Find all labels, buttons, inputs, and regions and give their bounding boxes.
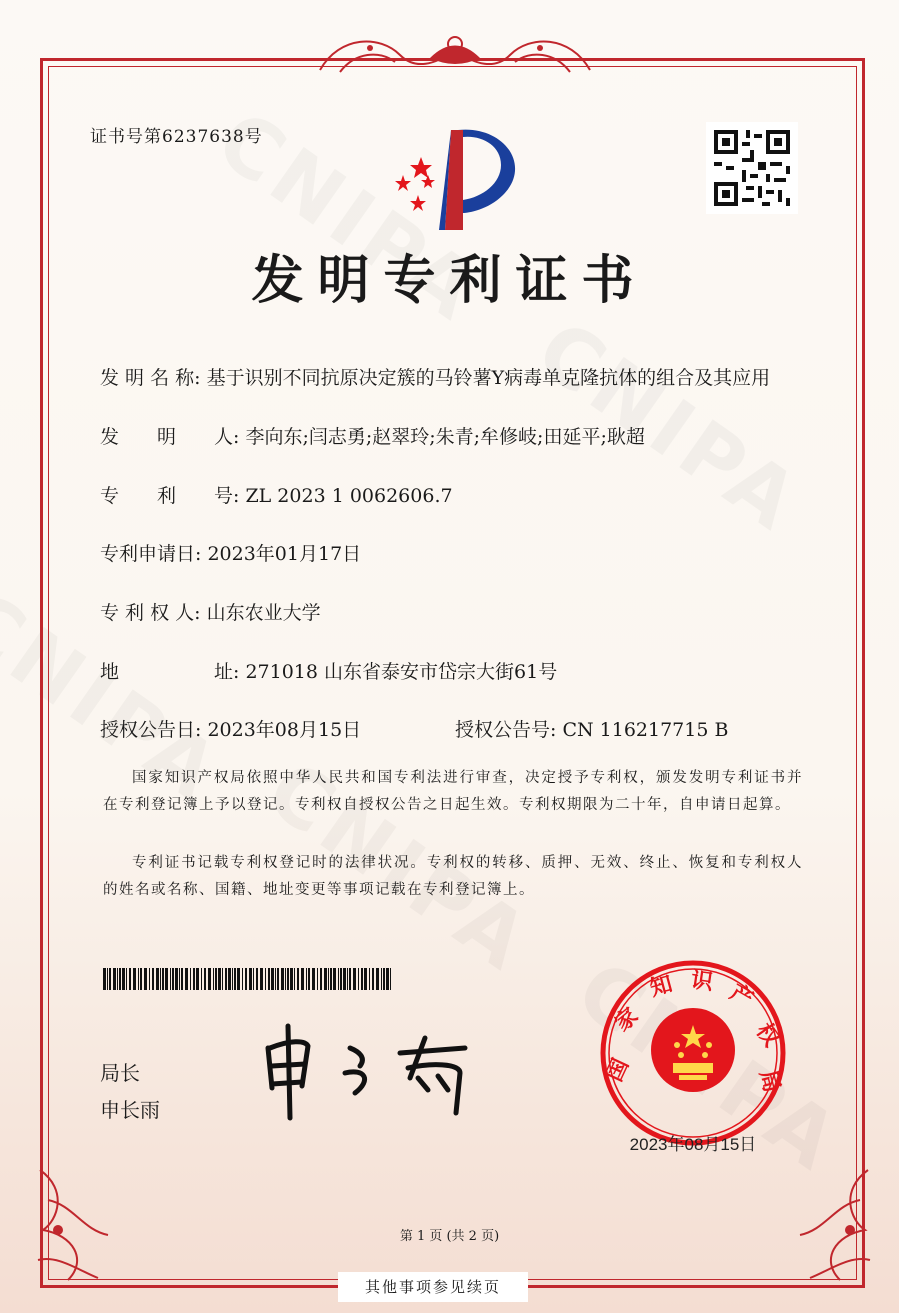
barcode-bar	[149, 968, 150, 990]
barcode-bar	[156, 968, 159, 990]
barcode-bar	[386, 968, 389, 990]
barcode-bar	[175, 968, 178, 990]
barcode-bar	[133, 968, 136, 990]
barcode-bar	[281, 968, 284, 990]
field-label: 发 明 人:	[100, 426, 240, 448]
barcode-bar	[193, 968, 195, 990]
field-value: ZL 2023 1 0062606.7	[245, 485, 453, 507]
barcode-bar	[122, 968, 125, 990]
field-invention-name	[100, 363, 770, 390]
barcode-bar	[364, 968, 367, 990]
seal-char: 家	[610, 1003, 644, 1037]
barcode-bar	[196, 968, 199, 990]
barcode-bar	[381, 968, 382, 990]
barcode-bar	[201, 968, 202, 990]
barcode-bar	[162, 968, 164, 990]
field-value: 基于识别不同抗原决定簇的马铃薯Y病毒单克隆抗体的组合及其应用	[206, 367, 771, 389]
field-value: 2023年01月17日	[207, 543, 362, 565]
barcode-bar	[330, 968, 332, 990]
barcode-bar	[353, 968, 356, 990]
field-value: 山东农业大学	[206, 602, 321, 624]
barcode-bar	[317, 968, 318, 990]
statement-paragraph: 专利证书记载专利权登记时的法律状况。专利权的转移、质押、无效、终止、恢复和专利权人的姓名或名称、国籍、地址变更等事项记载在专利登记簿上。	[103, 855, 803, 898]
statement-paragraph: 国家知识产权局依照中华人民共和国专利法进行审查，决定授予专利权，颁发发明专利证书并在专利登记簿上予以登记。专利权自授权公告之日起生效。专利权期限为二十年，自申请日起算。	[103, 770, 803, 813]
barcode-bar	[343, 968, 346, 990]
barcode-bar	[165, 968, 168, 990]
barcode-bar	[253, 968, 254, 990]
barcode-bar	[265, 968, 266, 990]
barcode-bar	[297, 968, 299, 990]
barcode	[103, 968, 395, 990]
top-ornament	[310, 30, 600, 85]
barcode-bar	[383, 968, 385, 990]
barcode-bar	[234, 968, 236, 990]
barcode-bar	[218, 968, 221, 990]
signature	[260, 1018, 480, 1128]
certificate-number: 证书号第6237638号	[90, 127, 263, 147]
barcode-bar	[277, 968, 279, 990]
barcode-bar	[190, 968, 191, 990]
seal-date: 2023年08月15日	[629, 1135, 757, 1154]
barcode-bar	[361, 968, 363, 990]
seal-char: 知	[647, 971, 676, 1002]
barcode-bar	[160, 968, 161, 990]
barcode-bar	[215, 968, 217, 990]
barcode-bar	[107, 968, 108, 990]
barcode-bar	[294, 968, 295, 990]
barcode-bar	[103, 968, 106, 990]
barcode-bar	[340, 968, 342, 990]
barcode-bar	[285, 968, 286, 990]
barcode-bar	[237, 968, 240, 990]
barcode-bar	[181, 968, 183, 990]
field-label: 发 明 名 称:	[100, 367, 201, 389]
field-label: 专 利 权 人:	[100, 602, 201, 624]
barcode-bar	[208, 968, 211, 990]
field-value: 2023年08月15日	[207, 719, 362, 741]
field-grant-date	[100, 715, 361, 742]
official-seal	[597, 955, 789, 1165]
field-label: 地 址:	[100, 661, 240, 683]
barcode-bar	[301, 968, 304, 990]
barcode-bar	[328, 968, 329, 990]
field-value: CN 116217715 B	[562, 719, 729, 741]
field-label: 专 利 号:	[100, 485, 240, 507]
barcode-bar	[290, 968, 293, 990]
field-value: 271018 山东省泰安市岱宗大街61号	[245, 661, 558, 683]
barcode-bar	[117, 968, 118, 990]
barcode-bar	[287, 968, 289, 990]
barcode-bar	[271, 968, 274, 990]
seal-char: 局	[754, 1067, 785, 1096]
barcode-bar	[225, 968, 227, 990]
barcode-bar	[275, 968, 276, 990]
field-value: 李向东;闫志勇;赵翠玲;朱青;牟修岐;田延平;耿超	[245, 426, 645, 448]
barcode-bar	[338, 968, 339, 990]
barcode-bar	[140, 968, 142, 990]
barcode-bar	[372, 968, 374, 990]
continuation-note: 其他事项参见续页	[338, 1272, 528, 1302]
barcode-bar	[390, 968, 391, 990]
barcode-bar	[324, 968, 327, 990]
barcode-bar	[308, 968, 310, 990]
barcode-bar	[333, 968, 336, 990]
barcode-bar	[119, 968, 121, 990]
barcode-bar	[179, 968, 180, 990]
barcode-bar	[170, 968, 171, 990]
barcode-bar	[213, 968, 214, 990]
field-patentee	[100, 598, 321, 625]
barcode-bar	[129, 968, 131, 990]
page-indicator: 第 1 页 (共 2 页)	[399, 1229, 500, 1244]
barcode-bar	[138, 968, 139, 990]
barcode-bar	[109, 968, 111, 990]
barcode-bar	[126, 968, 127, 990]
barcode-bar	[245, 968, 247, 990]
field-grant-number	[455, 715, 728, 742]
barcode-bar	[320, 968, 322, 990]
seal-char: 国	[602, 1054, 635, 1086]
barcode-bar	[185, 968, 188, 990]
barcode-bar	[376, 968, 379, 990]
field-label: 授权公告号:	[455, 719, 557, 741]
national-emblem-icon	[651, 1008, 735, 1092]
seal-char: 识	[689, 967, 715, 996]
barcode-bar	[144, 968, 147, 990]
seal-char: 产	[725, 980, 758, 1013]
barcode-bar	[249, 968, 252, 990]
barcode-bar	[260, 968, 263, 990]
barcode-bar	[268, 968, 270, 990]
barcode-bar	[306, 968, 307, 990]
qr-code[interactable]	[706, 122, 798, 214]
barcode-bar	[349, 968, 351, 990]
barcode-bar	[113, 968, 116, 990]
field-label: 专利申请日:	[100, 543, 202, 565]
field-inventors	[100, 422, 645, 449]
barcode-bar	[172, 968, 174, 990]
signatory-name: 申长雨	[100, 1098, 160, 1122]
barcode-bar	[312, 968, 315, 990]
barcode-bar	[204, 968, 206, 990]
barcode-bar	[222, 968, 223, 990]
barcode-bar	[256, 968, 258, 990]
signatory-role: 局长	[100, 1061, 140, 1085]
field-address	[100, 657, 557, 684]
barcode-bar	[358, 968, 359, 990]
field-filing-date	[100, 539, 361, 566]
barcode-bar	[369, 968, 370, 990]
field-patent-number	[100, 481, 453, 508]
barcode-bar	[232, 968, 233, 990]
barcode-bar	[242, 968, 243, 990]
barcode-bar	[347, 968, 348, 990]
cnipa-logo	[383, 125, 528, 235]
certificate-title: 发明专利证书	[251, 250, 648, 311]
barcode-bar	[228, 968, 231, 990]
barcode-bar	[152, 968, 154, 990]
field-label: 授权公告日:	[100, 719, 202, 741]
seal-char: 权	[750, 1019, 784, 1052]
